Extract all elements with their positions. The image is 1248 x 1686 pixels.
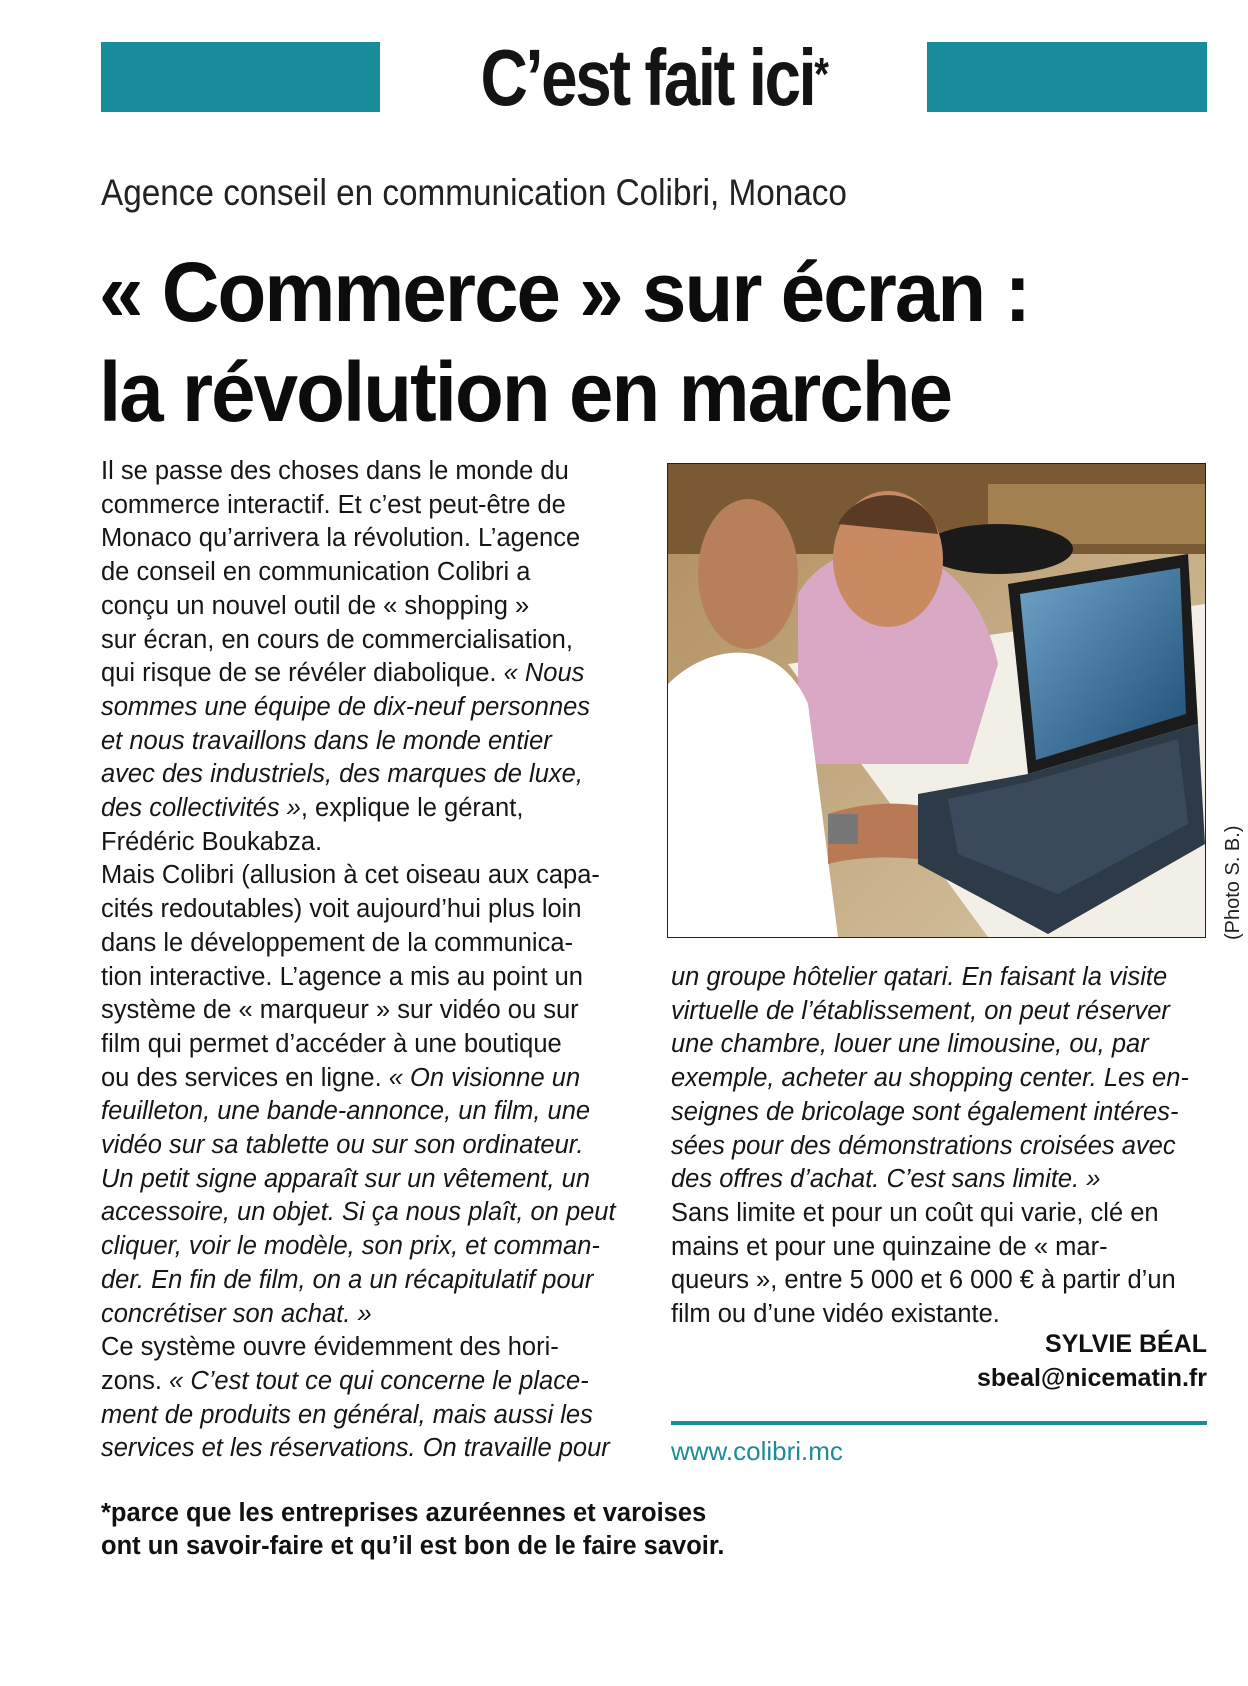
text-line: Un petit signe apparaît sur un vêtement, un bbox=[101, 1164, 591, 1193]
text-line: un groupe hôtelier qatari. En faisant la visite bbox=[671, 963, 1168, 991]
text-line: sées pour des démonstrations croisées avec bbox=[671, 1131, 1176, 1160]
footnote-line-2: ont un savoir-faire et qu’il est bon de le faire savoir. bbox=[101, 1532, 725, 1560]
article-column-1 bbox=[101, 455, 641, 1466]
text-line: Il se passe des choses dans le monde du bbox=[101, 457, 569, 485]
byline-email[interactable]: sbeal@nicematin.fr bbox=[976, 1364, 1207, 1392]
rubric-bar-right bbox=[927, 42, 1207, 112]
text-line: zons. « C’est tout ce qui concerne le place- bbox=[101, 1366, 589, 1395]
text-line: conçu un nouvel outil de « shopping » bbox=[101, 591, 530, 620]
text-line: ment de produits en général, mais aussi les bbox=[101, 1400, 593, 1429]
text-line: tion interactive. L’agence a mis au point un bbox=[101, 962, 583, 991]
website-rule bbox=[671, 1421, 1207, 1425]
article-photo bbox=[667, 463, 1206, 938]
footnote bbox=[101, 1497, 1001, 1563]
text-line: des collectivités », explique le gérant, bbox=[101, 794, 524, 823]
text-line: des offres d’achat. C’est sans limite. » bbox=[671, 1165, 1101, 1194]
photo-illustration bbox=[668, 464, 1205, 937]
headline-line-2: la révolution en marche bbox=[99, 345, 952, 439]
text-line: dans le développement de la communica- bbox=[101, 928, 574, 957]
text-line: sommes une équipe de dix-neuf personnes bbox=[101, 692, 591, 721]
text-line: qui risque de se révéler diabolique. « Nous bbox=[101, 659, 585, 688]
text-line: Sans limite et pour un coût qui varie, clé en bbox=[671, 1198, 1159, 1227]
text-line: concrétiser son achat. » bbox=[101, 1299, 372, 1328]
text-line: avec des industriels, des marques de luxe, bbox=[101, 760, 583, 789]
text-line: une chambre, louer une limousine, ou, par bbox=[671, 1030, 1149, 1059]
text-line: cliquer, voir le modèle, son prix, et comman- bbox=[101, 1232, 600, 1261]
text-line: feuilleton, une bande-annonce, un film, une bbox=[101, 1097, 591, 1126]
headline bbox=[99, 242, 1239, 442]
text-line: ou des services en ligne. « On visionne un bbox=[101, 1063, 581, 1092]
text-line: et nous travaillons dans le monde entier bbox=[101, 726, 552, 755]
rubric-title: C’est fait ici* bbox=[480, 33, 827, 122]
text-line: seignes de bricolage sont également intéres- bbox=[671, 1097, 1179, 1126]
text-line: vidéo sur sa tablette ou sur son ordinateur. bbox=[101, 1131, 584, 1160]
footnote-line-1: *parce que les entreprises azuréennes et varoises bbox=[101, 1499, 707, 1527]
text-line: mains et pour une quinzaine de « mar- bbox=[671, 1232, 1108, 1261]
text-line: Ce système ouvre évidemment des hori- bbox=[101, 1333, 559, 1362]
text-line: accessoire, un objet. Si ça nous plaît, on peut bbox=[101, 1198, 616, 1227]
kicker: Agence conseil en communication Colibri, Monaco bbox=[101, 172, 847, 213]
byline-author: SYLVIE BÉAL bbox=[1044, 1330, 1207, 1358]
text-line: exemple, acheter au shopping center. Les en- bbox=[671, 1064, 1189, 1093]
text-line: film ou d’une vidéo existante. bbox=[671, 1300, 1000, 1329]
text-line: cités redoutables) voit aujourd’hui plus loin bbox=[101, 895, 582, 924]
website-link[interactable]: www.colibri.mc bbox=[671, 1436, 843, 1466]
text-line: Monaco qu’arrivera la révolution. L’agence bbox=[101, 524, 581, 553]
text-line: sur écran, en cours de commercialisation, bbox=[101, 625, 573, 654]
headline-line-1: « Commerce » sur écran : bbox=[99, 245, 1030, 339]
text-line: virtuelle de l’établissement, on peut réserver bbox=[671, 996, 1170, 1025]
text-line: de conseil en communication Colibri a bbox=[101, 558, 531, 587]
article-column-2 bbox=[671, 961, 1211, 1332]
text-line: der. En fin de film, on a un récapitulatif pour bbox=[101, 1265, 594, 1294]
rubric-bar-left bbox=[101, 42, 380, 112]
text-line: services et les réservations. On travaille pour bbox=[101, 1434, 610, 1463]
text-line: commerce interactif. Et c’est peut-être de bbox=[101, 490, 566, 519]
text-line: queurs », entre 5 000 et 6 000 € à partir d’un bbox=[671, 1266, 1176, 1295]
text-line: Frédéric Boukabza. bbox=[101, 827, 323, 856]
text-line: système de « marqueur » sur vidéo ou sur bbox=[101, 996, 579, 1025]
text-line: film qui permet d’accéder à une boutique bbox=[101, 1029, 562, 1058]
text-line: Mais Colibri (allusion à cet oiseau aux capa- bbox=[101, 861, 600, 890]
photo-credit: (Photo S. B.) bbox=[1222, 825, 1244, 940]
